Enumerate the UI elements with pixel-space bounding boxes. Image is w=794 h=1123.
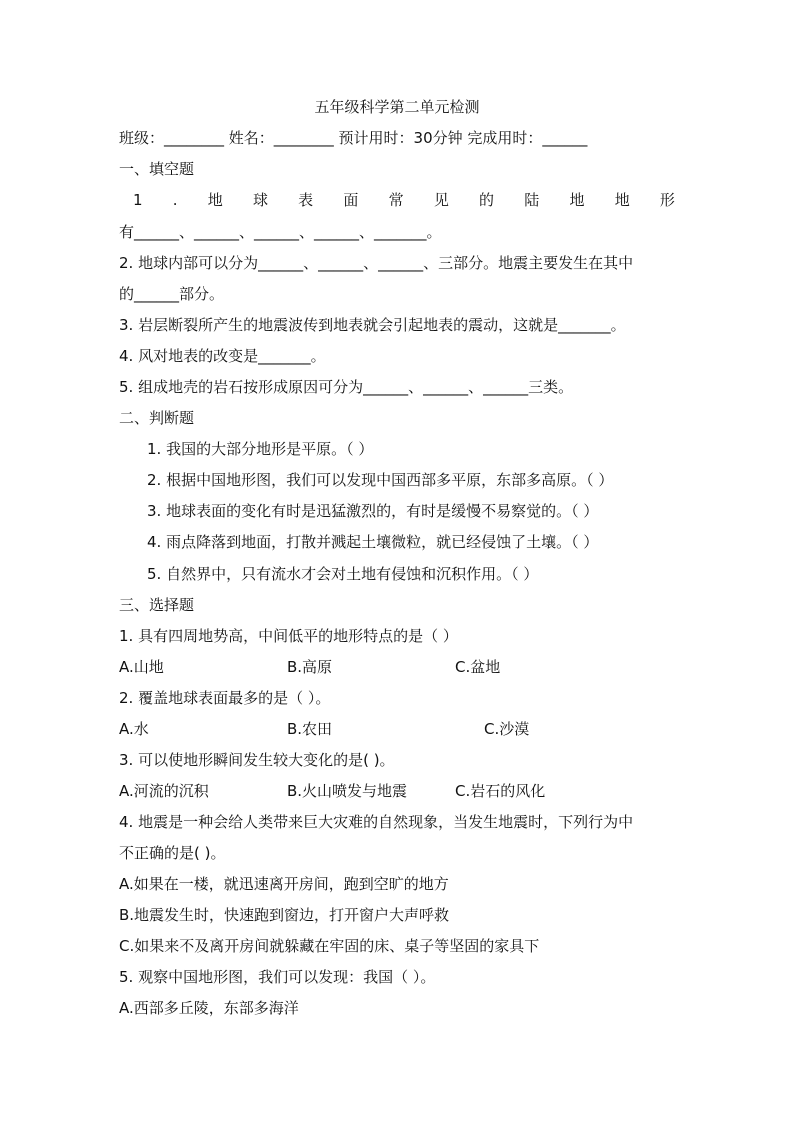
- choice-q3: 3. 可以使地形瞬间发生较大变化的是( )。: [119, 751, 395, 769]
- choice-q5-option-a: A.西部多丘陵，东部多海洋: [119, 999, 299, 1017]
- fill-q3: 3. 岩层断裂所产生的地震波传到地表就会引起地表的震动，这就是_______。: [119, 316, 626, 334]
- fill-q2-line2: 的______部分。: [119, 285, 225, 303]
- choice-q3-options: [119, 781, 545, 801]
- fill-q2-line1: 2. 地球内部可以分为______、______、______、三部分。地震主要发生在其中: [119, 254, 634, 272]
- q1-char: 见: [433, 191, 449, 209]
- judge-q2: 2. 根据中国地形图，我们可以发现中国西部多平原，东部多高原。（ ）: [147, 471, 614, 489]
- option-a: A.山地: [119, 658, 164, 676]
- choice-q1: 1. 具有四周地势高，中间低平的地形特点的是（ ）: [119, 627, 458, 645]
- option-b: B.火山喷发与地震: [287, 782, 408, 800]
- choice-q2: 2. 覆盖地球表面最多的是（ ）。: [119, 689, 331, 707]
- option-c: C.沙漠: [484, 720, 530, 738]
- choice-q4-option-a: A.如果在一楼，就迅速离开房间，跑到空旷的地方: [119, 875, 449, 893]
- q1-char: 的: [479, 191, 495, 209]
- fill-q5: 5. 组成地壳的岩石按形成原因可分为______、______、______三类。: [119, 378, 574, 396]
- q1-char: 地: [207, 191, 223, 209]
- judge-q3: 3. 地球表面的变化有时是迅猛激烈的，有时是缓慢不易察觉的。（ ）: [147, 502, 599, 520]
- q1-char: 表: [298, 191, 314, 209]
- option-c: C.盆地: [455, 658, 501, 676]
- choice-q4-option-b: B.地震发生时，快速跑到窗边，打开窗户大声呼救: [119, 906, 450, 924]
- q1-char: 地: [614, 191, 630, 209]
- q1-char: 形: [659, 191, 675, 209]
- section-judge-heading: 二、判断题: [119, 409, 195, 427]
- q1-char: 地: [569, 191, 585, 209]
- option-b: B.高原: [287, 658, 333, 676]
- choice-q2-options: [119, 719, 529, 739]
- fill-q1-line1: [133, 190, 675, 210]
- q1-char: 1: [133, 191, 143, 209]
- q1-char: 陆: [524, 191, 540, 209]
- q1-char: .: [172, 191, 178, 209]
- q1-char: 球: [252, 191, 268, 209]
- choice-q4-option-c: C.如果来不及离开房间就躲藏在牢固的床、桌子等坚固的家具下: [119, 937, 540, 955]
- option-c: C.岩石的风化: [455, 782, 546, 800]
- option-b: B.农田: [287, 720, 333, 738]
- choice-q5: 5. 观察中国地形图，我们可以发现：我国（ ）。: [119, 968, 436, 986]
- fill-q4: 4. 风对地表的改变是_______。: [119, 347, 326, 365]
- choice-q4-line1: 4. 地震是一种会给人类带来巨大灾难的自然现象，当发生地震时，下列行为中: [119, 813, 634, 831]
- option-a: A.水: [119, 720, 149, 738]
- fill-q1-line2: 有______、______、______、______、_______。: [119, 223, 442, 241]
- judge-q1: 1. 我国的大部分地形是平原。（ ）: [147, 440, 374, 458]
- q1-char: 面: [343, 191, 359, 209]
- choice-q4-line2: 不正确的是( )。: [119, 844, 226, 862]
- option-a: A.河流的沉积: [119, 782, 209, 800]
- section-choice-heading: 三、选择题: [119, 596, 195, 614]
- choice-q1-options: [119, 657, 500, 677]
- q1-char: 常: [388, 191, 404, 209]
- judge-q4: 4. 雨点降落到地面，打散并溅起土壤微粒，就已经侵蚀了土壤。（ ）: [147, 533, 599, 551]
- page-title: 五年级科学第二单元检测: [314, 98, 480, 116]
- student-info-line: 班级：________ 姓名：________ 预计用时：30分钟 完成用时：______: [119, 129, 588, 147]
- judge-q5: 5. 自然界中，只有流水才会对土地有侵蚀和沉积作用。（ ）: [147, 565, 539, 583]
- section-fill-heading: 一、填空题: [119, 160, 195, 178]
